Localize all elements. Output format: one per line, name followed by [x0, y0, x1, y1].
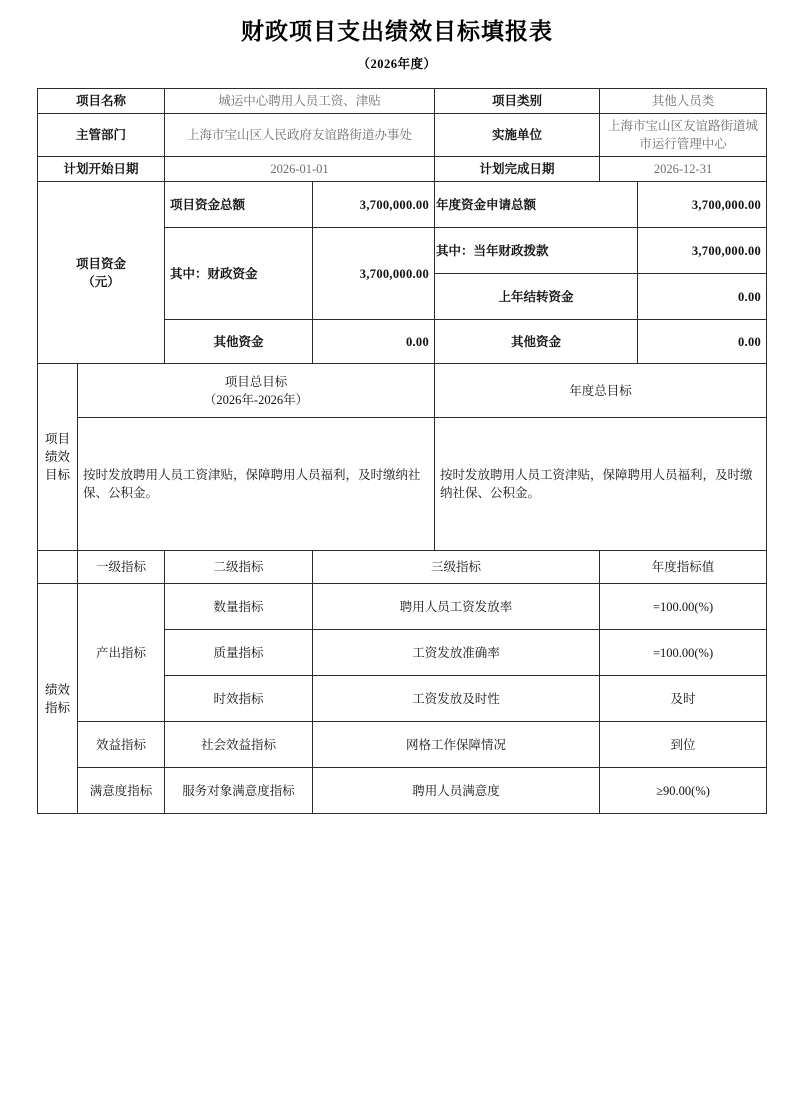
indicator-column-header-l3: 三级指标 [313, 551, 600, 584]
table-row [38, 722, 767, 768]
table-row [38, 768, 767, 814]
indicator-value: ≥90.00(%) [600, 768, 767, 814]
carryover-value: 0.00 [638, 274, 767, 320]
project-name-label: 项目名称 [38, 88, 165, 113]
table-row-goal-headers [38, 364, 767, 418]
implementing-unit-label: 实施单位 [435, 113, 600, 156]
fund-total-label: 项目资金总额 [165, 182, 313, 228]
indicator-l2: 服务对象满意度指标 [165, 768, 313, 814]
indicator-l1-satisfaction: 满意度指标 [78, 768, 165, 814]
start-date-value: 2026-01-01 [165, 157, 435, 182]
indicator-l1-output: 产出指标 [78, 584, 165, 722]
indicator-l2: 质量指标 [165, 630, 313, 676]
fund-total-value: 3,700,000.00 [313, 182, 435, 228]
table-row-project-name [38, 88, 767, 113]
other-funds-right-value: 0.00 [638, 320, 767, 364]
page-title: 财政项目支出绩效目标填报表 [241, 19, 553, 44]
project-total-goal-text: 按时发放聘用人员工资津贴，保障聘用人员福利，及时缴纳社保、公积金。 [78, 418, 435, 551]
project-category-value: 其他人员类 [600, 88, 767, 113]
table-row [38, 584, 767, 630]
indicator-column-header-l1: 一级指标 [78, 551, 165, 584]
annual-request-value: 3,700,000.00 [638, 182, 767, 228]
table-row-dates [38, 157, 767, 182]
annual-request-label: 年度资金申请总额 [435, 182, 638, 228]
indicator-l3: 聘用人员工资发放率 [313, 584, 600, 630]
indicator-l3: 工资发放准确率 [313, 630, 600, 676]
start-date-label: 计划开始日期 [38, 157, 165, 182]
table-row-indicator-headers [38, 551, 767, 584]
other-funds-value: 0.00 [313, 320, 435, 364]
performance-target-form [37, 88, 767, 815]
indicator-column-header-value: 年度指标值 [600, 551, 767, 584]
indicator-column-header-l2: 二级指标 [165, 551, 313, 584]
project-name-value: 城运中心聘用人员工资、津贴 [165, 88, 435, 113]
indicator-header-spacer [38, 551, 78, 584]
page-subtitle: （2026年度） [357, 56, 437, 71]
table-row-goal-text [38, 418, 767, 551]
annual-total-goal-header: 年度总目标 [435, 364, 767, 418]
implementing-unit-value: 上海市宝山区友谊路街道城市运行管理中心 [600, 113, 767, 156]
goals-section-label: 项目绩效目标 [38, 364, 78, 551]
project-total-goal-header-line2: （2026年-2026年） [203, 392, 309, 407]
annual-total-goal-text: 按时发放聘用人员工资津贴，保障聘用人员福利，及时缴纳社保、公积金。 [435, 418, 767, 551]
funds-section-label-line2: （元） [82, 274, 120, 289]
indicator-value: 及时 [600, 676, 767, 722]
indicator-l3: 工资发放及时性 [313, 676, 600, 722]
indicator-l2: 社会效益指标 [165, 722, 313, 768]
fiscal-funds-value: 3,700,000.00 [313, 228, 435, 320]
indicator-value: 到位 [600, 722, 767, 768]
indicator-l3: 网格工作保障情况 [313, 722, 600, 768]
indicator-l2: 数量指标 [165, 584, 313, 630]
end-date-label: 计划完成日期 [435, 157, 600, 182]
end-date-value: 2026-12-31 [600, 157, 767, 182]
title-block [0, 0, 794, 72]
table-row-supervising-dept [38, 113, 767, 156]
carryover-label: 上年结转资金 [435, 274, 638, 320]
funds-section-label-line1: 项目资金 [76, 256, 127, 271]
other-funds-label: 其他资金 [165, 320, 313, 364]
indicator-l1-benefit: 效益指标 [78, 722, 165, 768]
fiscal-funds-label: 其中：财政资金 [165, 228, 313, 320]
current-year-appropriation-label: 其中：当年财政拨款 [435, 228, 638, 274]
supervising-dept-value: 上海市宝山区人民政府友谊路街道办事处 [165, 113, 435, 156]
project-total-goal-header-line1: 项目总目标 [224, 374, 288, 389]
indicator-l2: 时效指标 [165, 676, 313, 722]
supervising-dept-label: 主管部门 [38, 113, 165, 156]
project-total-goal-header [78, 364, 435, 418]
funds-section-label [38, 182, 165, 364]
indicators-section-label: 绩效指标 [38, 584, 78, 814]
indicator-l3: 聘用人员满意度 [313, 768, 600, 814]
current-year-appropriation-value: 3,700,000.00 [638, 228, 767, 274]
table-row-fund-total [38, 182, 767, 228]
project-category-label: 项目类别 [435, 88, 600, 113]
indicator-value: =100.00(%) [600, 584, 767, 630]
indicator-value: =100.00(%) [600, 630, 767, 676]
other-funds-right-label: 其他资金 [435, 320, 638, 364]
